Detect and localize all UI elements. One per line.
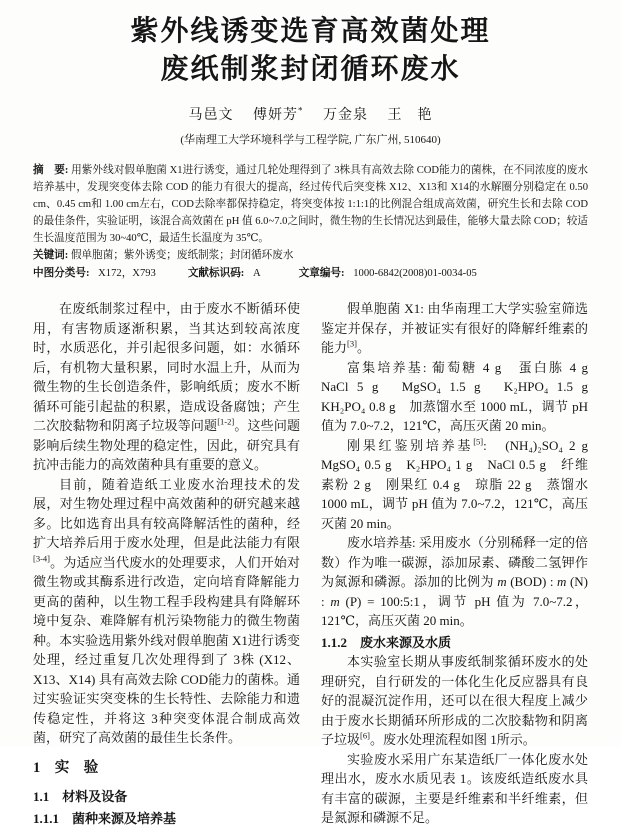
- clc-label: 中图分类号:: [33, 268, 90, 279]
- body-paragraph: 本实验室长期从事废纸制浆循环废水的处理研究，自行研发的一体化生化反应器具有良好的混凝沉淀作用，还可以在很大程度上减少由于废水长期循环所形成的二次胶黏物和阴离子垃圾[6]。废水处理流程如图 1所示。: [321, 652, 588, 750]
- body-paragraph: 假单胞菌 X1: 由华南理工大学实验室筛选鉴定并保存，并被证实有很好的降解纤维素的能力[3]。: [321, 299, 588, 358]
- doc-code-label: 文献标识码:: [188, 268, 245, 279]
- affiliation-line: (华南理工大学环境科学与工程学院, 广东广州, 510640): [0, 131, 621, 147]
- paper-title-line1: 紫外线诱变选育高效菌处理: [0, 13, 621, 51]
- body-paragraph: 实验废水采用广东某造纸厂一体化废水处理出水，废水水质见表 1。该废纸造纸废水具有丰富的碳源，主要是纤维素和半纤维素，但是氮源和磷源不足。: [321, 750, 588, 828]
- paper-title-line2: 废纸制浆封闭循环废水: [0, 51, 621, 89]
- article-no-value: 1000-6842(2008)01-0034-05: [353, 268, 477, 279]
- body-paragraph: 在废纸制浆过程中，由于废水不断循环使用，有害物质逐渐积累，当其达到较高浓度时，水质恶化，并引起很多问题，如：水循环后，有机物大量积累，同时水温上升，从而为微生物的生长创造条件，影响纸质；废水不断循环可能引起盐的积累，造成设备腐蚀；产生二次胶黏物和阴离子垃圾等问题[1-2]。这些问题影响后续生物处理的稳定性，因此，研究具有抗冲击能力的高效菌种具有重要的意义。: [33, 299, 300, 475]
- right-column: [321, 299, 588, 828]
- abstract-block: [33, 162, 588, 247]
- doc-code-value: A: [253, 268, 261, 279]
- body-paragraph: 废水培养基: 采用废水（分别稀释一定的倍数）作为唯一碳源，添加尿素、磷酸二氢钾作为氮源和磷源。添加的比例为 m (BOD) : m (N) : m (P) = 100:5:1，调节 pH 值为 7.0~7.2，121℃，高压灭菌 20 min。: [321, 533, 588, 631]
- body-paragraph: 刚果红鉴别培养基[5]: (NH₄)₂SO₄ 2 g MgSO₄ 0.5 g K₂HPO₄ 1 g NaCl 0.5 g 纤维素粉 2 g 刚果红 0.4 g 琼脂 22 g 蒸馏水 1000 mL，调节 pH 值为 7.0~7.2，121℃，高压灭菌 20 min。: [321, 436, 588, 534]
- paper-header: [0, 0, 621, 147]
- left-column: [33, 299, 300, 828]
- doc-code-group: [188, 265, 261, 283]
- authors-line: 马邑文 傅妍芳* 万金泉 王 艳: [0, 104, 621, 124]
- keywords-line: [33, 247, 588, 265]
- section-heading-1-1-2: 1.1.2 废水来源及水质: [321, 633, 588, 653]
- clc-group: [33, 265, 156, 283]
- section-heading-1-1: 1.1 材料及设备: [33, 787, 300, 807]
- keywords-text: 假单胞菌；紫外诱变；废纸制浆；封闭循环废水: [71, 250, 293, 261]
- classification-line: [33, 265, 588, 283]
- section-heading-1-1-1: 1.1.1 菌种来源及培养基: [33, 809, 300, 828]
- body-paragraph: 富集培养基: 葡萄糖 4 g 蛋白胨 4 g NaCl 5 g MgSO₄ 1.5 g K₂HPO₄ 1.5 g KH₂PO₄ 0.8 g 加蒸馏水至 1000 mL，调节 pH 值为 7.0~7.2，121℃，高压灭菌 20 min。: [321, 358, 588, 436]
- body-paragraph: 目前，随着造纸工业废水治理技术的发展，对生物处理过程中高效菌种的研究越来越多。比如选育出具有较高降解活性的菌种，经扩大培养后用于废水处理，但是此法能力有限[3-4]。为适应当代废水的处理要求，人们开始对微生物或其酶系进行改造，定向培育降解能力更高的菌种，以生物工程手段构建具有降解环境中复杂、难降解有机污染物能力的微生物菌种。本实验选用紫外线对假单胞菌 X1进行诱变处理，经过重复几次处理得到了 3株 (X12、X13、X14) 具有高效去除 COD能力的菌株。通过实验证实突变株的生长特性、去除能力和遗传稳定性，并将这 3种突变体混合制成高效菌，研究了高效菌的最佳生长条件。: [33, 475, 300, 748]
- article-no-group: [299, 265, 477, 283]
- keywords-label: 关键词:: [33, 250, 68, 261]
- article-no-label: 文章编号:: [299, 268, 345, 279]
- body-columns: [33, 299, 588, 828]
- clc-value: X172，X793: [98, 268, 156, 279]
- abstract-label: 摘 要:: [33, 165, 68, 176]
- abstract-text: 用紫外线对假单胞菌 X1进行诱变，通过几轮处理得到了 3株具有高效去除 COD能力的菌株，在不同浓度的废水培养基中，发现突变体去除 COD 的能力有很大的提高，经过传代后突变株 X12、X13和 X14的水解圈分别稳定在 0.50 cm、0.45 cm和 1.00 cm左右，COD去除率都保持稳定，将突变体按 1:1:1的比例混合组成高效菌，研究生长和去除 COD 的最佳条件，实验证明，该混合高效菌在 pH 值 6.0~7.0之间时，微生物的生长情况达到最佳，能够大量去除 COD；较适生长温度范围为 30~40℃，最适生长温度为 35℃。: [33, 165, 588, 244]
- section-heading-1: 1 实 验: [33, 759, 300, 779]
